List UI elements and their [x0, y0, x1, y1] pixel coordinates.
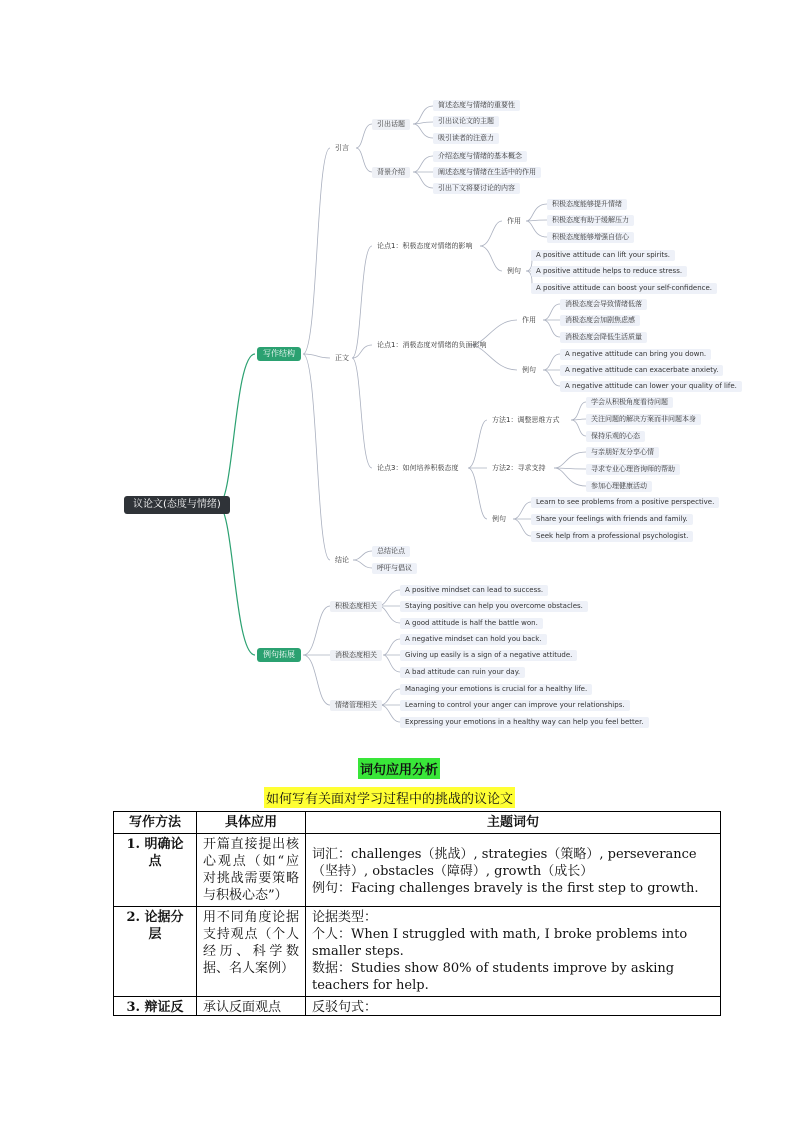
table-row	[114, 907, 721, 997]
sentence-line: 数据：Studies show 80% of students improve by asking teachers for help.	[312, 961, 675, 993]
example-negative-item: A bad attitude can ruin your day.	[400, 667, 525, 678]
effect-node: 作用	[507, 217, 521, 225]
intro-background-item: 引出下文将要讨论的内容	[433, 183, 520, 194]
positive-effect-item: 积极态度能够提升情绪	[547, 199, 627, 210]
method-2-node: 方法2：寻求支持	[492, 464, 546, 472]
branch-writing-structure: 写作结构	[257, 347, 301, 361]
example-negative-item: A negative mindset can hold you back.	[400, 634, 547, 645]
negative-effect-item: 消极态度会降低生活质量	[560, 332, 647, 343]
positive-example-item: A positive attitude can lift your spirits.	[531, 250, 675, 261]
conclusion-item: 呼吁与倡议	[372, 563, 417, 574]
method-example-node: 例句	[492, 515, 506, 523]
intro-topic-item: 吸引读者的注意力	[433, 133, 499, 144]
example-positive-node: 积极态度相关	[330, 601, 382, 612]
intro-background-node: 背景介绍	[372, 167, 410, 178]
gray-links	[303, 106, 586, 722]
point-cultivate-node: 论点3：如何培养积极态度	[377, 464, 459, 472]
point-positive-node: 论点1：积极态度对情绪的影响	[377, 242, 473, 250]
table-row	[114, 997, 721, 1016]
conclusion-node: 结论	[335, 556, 349, 564]
method-1-node: 方法1：调整思维方式	[492, 416, 560, 424]
example-emotion-item: Expressing your emotions in a healthy way can help you feel better.	[400, 717, 649, 728]
header-method: 写作方法	[114, 812, 197, 834]
body-node: 正文	[335, 354, 349, 362]
negative-example-item: A negative attitude can exacerbate anxiety.	[560, 365, 723, 376]
example-node: 例句	[507, 267, 521, 275]
intro-topic-item: 引出议论文的主题	[433, 116, 499, 127]
example-emotion-node: 情绪管理相关	[330, 700, 382, 711]
example-positive-item: A good attitude is half the battle won.	[400, 618, 543, 629]
method-2-item: 参加心理健康活动	[586, 481, 652, 492]
sentences-cell	[306, 907, 721, 997]
sentence-line: 反驳句式：	[312, 1000, 378, 1013]
application-cell	[197, 997, 306, 1016]
sentences-cell	[306, 834, 721, 907]
example-negative-node: 消极态度相关	[330, 650, 382, 661]
negative-effect-item: 消极态度会导致情绪低落	[560, 299, 647, 310]
method-1-item: 关注问题的解决方案而非问题本身	[586, 414, 701, 425]
intro-background-item: 介绍态度与情绪的基本概念	[433, 151, 527, 162]
example-emotion-item: Managing your emotions is crucial for a healthy life.	[400, 684, 592, 695]
application-cell-text: 承认反面观点	[203, 1000, 282, 1013]
method-cell: 2. 论据分层	[114, 907, 197, 997]
method-cell-text: 3. 辩证反	[126, 1000, 184, 1013]
positive-effect-item: 积极态度能够增强自信心	[547, 232, 634, 243]
method-cell: 1. 明确论点	[114, 834, 197, 907]
method-example-item: Seek help from a professional psychologist.	[531, 531, 693, 542]
positive-example-item: A positive attitude helps to reduce stress.	[531, 266, 687, 277]
sentence-line: 个人：When I struggled with math, I broke problems into smaller steps.	[312, 927, 688, 959]
header-application: 具体应用	[197, 812, 306, 834]
method-example-item: Learn to see problems from a positive perspective.	[531, 497, 719, 508]
positive-example-item: A positive attitude can boost your self-confidence.	[531, 283, 717, 294]
method-2-item: 与亲朋好友分享心情	[586, 447, 659, 458]
method-1-item: 保持乐观的心态	[586, 431, 645, 442]
method-2-item: 寻求专业心理咨询师的帮助	[586, 464, 680, 475]
conclusion-item: 总结论点	[372, 546, 410, 557]
example-positive-item: A positive mindset can lead to success.	[400, 585, 548, 596]
intro-topic-item: 简述态度与情绪的重要性	[433, 100, 520, 111]
effect-node: 作用	[522, 316, 536, 324]
example-node: 例句	[522, 366, 536, 374]
positive-effect-item: 积极态度有助于缓解压力	[547, 215, 634, 226]
method-1-item: 学会从积极角度看待问题	[586, 397, 673, 408]
application-cell: 用不同角度论据支持观点（个人经历、科学数据、名人案例）	[197, 907, 306, 997]
header-sentences: 主题词句	[306, 812, 721, 834]
point-negative-node: 论点1：消极态度对情绪的负面影响	[377, 341, 487, 349]
section-heading: 词句应用分析	[358, 758, 440, 779]
example-emotion-item: Learning to control your anger can improve your relationships.	[400, 700, 630, 711]
branch-example-expansion: 例句拓展	[257, 648, 301, 662]
mind-map-root: 议论文(态度与情绪)	[124, 496, 230, 514]
method-example-item: Share your feelings with friends and family.	[531, 514, 693, 525]
intro-background-item: 阐述态度与情绪在生活中的作用	[433, 167, 541, 178]
method-cell	[114, 997, 197, 1016]
sentence-line: 词汇：challenges（挑战）, strategies（策略）, perseverance（坚持）, obstacles（障碍）, growth（成长）	[312, 847, 697, 879]
sentence-line: 例句：Facing challenges bravely is the first step to growth.	[312, 881, 699, 896]
negative-example-item: A negative attitude can bring you down.	[560, 349, 711, 360]
intro-topic-node: 引出话题	[372, 119, 410, 130]
table-row	[114, 834, 721, 907]
sentences-cell	[306, 997, 721, 1016]
application-cell: 开篇直接提出核心观点（如“应对挑战需要策略与积极心态”）	[197, 834, 306, 907]
essay-topic-heading: 如何写有关面对学习过程中的挑战的议论文	[264, 787, 515, 808]
writing-method-table	[113, 811, 721, 1016]
example-positive-item: Staying positive can help you overcome obstacles.	[400, 601, 588, 612]
negative-effect-item: 消极态度会加剧焦虑感	[560, 315, 640, 326]
table-header-row	[114, 812, 721, 834]
example-negative-item: Giving up easily is a sign of a negative attitude.	[400, 650, 577, 661]
intro-node: 引言	[335, 144, 349, 152]
sentence-line: 论据类型：	[312, 910, 378, 925]
negative-example-item: A negative attitude can lower your quality of life.	[560, 381, 742, 392]
